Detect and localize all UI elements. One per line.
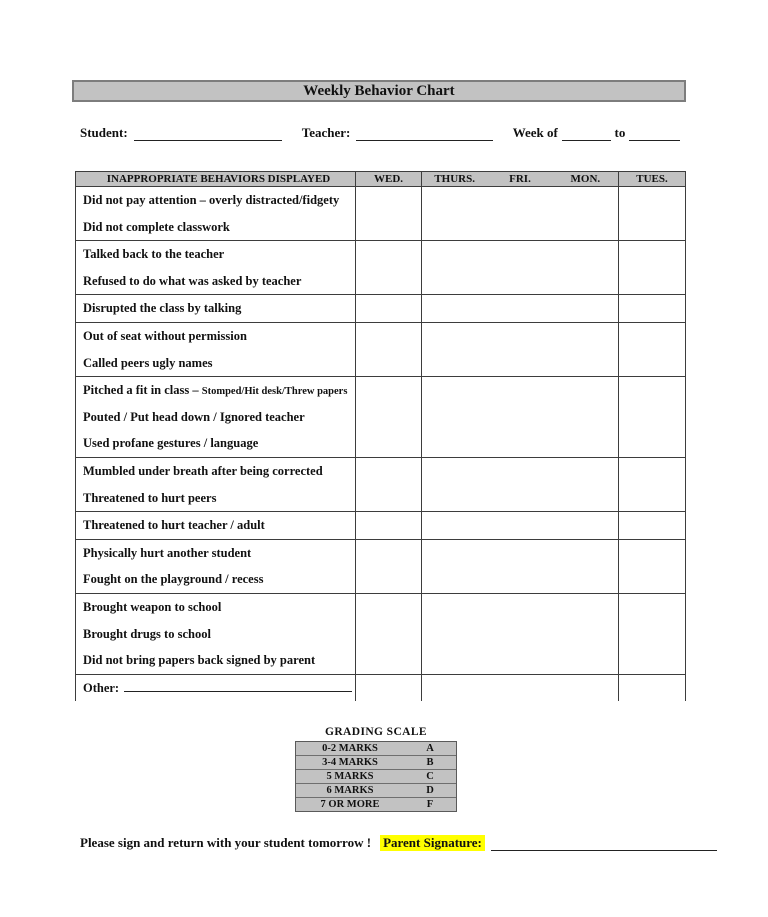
behavior-text: Did not complete classwork [83,219,230,234]
behavior-line [83,404,355,431]
mark-cell-thurs-fri-mon [422,540,619,593]
mark-cell-tues [619,295,686,322]
behavior-text: Mumbled under breath after being corrected [83,463,323,478]
behavior-text: Refused to do what was asked by teacher [83,273,302,288]
document-title-bar [72,80,686,102]
behavior-label-cell [76,594,356,674]
behavior-row [76,323,686,377]
behavior-text: Did not bring papers back signed by parent [83,653,316,668]
week-of-label: Week of [512,125,558,140]
behavior-row [76,458,686,512]
student-info-row [80,124,680,141]
week-start-blank-line [562,127,611,141]
mark-cell-wed [356,241,422,294]
student-label: Student: [80,125,128,140]
grading-row [296,770,456,784]
behavior-line [83,295,355,322]
behavior-line [83,214,355,241]
mark-cell-tues [619,512,686,539]
behavior-line [83,268,355,295]
day-column-header-fri: FRI. [509,173,531,185]
behavior-text: Brought weapon to school [83,599,222,614]
teacher-blank-line [356,127,492,141]
mark-cell-tues [619,241,686,294]
behavior-text: Used profane gestures / language [83,436,259,451]
grading-range: 3-4 MARKS [322,757,378,768]
behavior-line [83,241,355,268]
behavior-label-cell [76,295,356,322]
mark-cell-thurs-fri-mon [422,377,619,457]
mark-cell-wed [356,512,422,539]
mark-cell-wed [356,187,422,240]
mark-cell-tues [619,377,686,457]
mark-cell-tues [619,187,686,240]
week-end-blank-line [629,127,680,141]
behavior-row [76,187,686,241]
grading-range: 0-2 MARKS [322,743,378,754]
behavior-line [83,621,355,648]
mark-cell-wed [356,675,422,702]
behavior-table [75,171,686,701]
grading-range: 5 MARKS [326,771,374,782]
grading-row [296,784,456,798]
behavior-line [83,458,355,485]
grading-row [296,742,456,756]
mark-cell-thurs-fri-mon [422,295,619,322]
mark-cell-tues [619,323,686,376]
behavior-label-cell [76,540,356,593]
mark-cell-thurs-fri-mon [422,458,619,511]
student-blank-line [134,127,282,141]
mark-cell-thurs-fri-mon [422,187,619,240]
mark-cell-thurs-fri-mon [422,323,619,376]
other-blank-line [124,680,352,692]
behavior-label-cell [76,377,356,457]
behavior-text: Did not pay attention – overly distracted/fidgety [83,193,340,207]
parent-signature-label: Parent Signature: [380,835,485,851]
behavior-text: Pouted / Put head down / Ignored teacher [83,409,305,424]
to-label: to [614,125,626,140]
mark-cell-thurs-fri-mon [422,675,619,702]
behavior-row [76,512,686,540]
page-title: Weekly Behavior Chart [303,82,455,99]
behavior-label-cell [76,187,356,240]
behavior-text: Brought drugs to school [83,626,211,641]
behavior-line [83,430,355,457]
behavior-label-cell [76,675,356,702]
behavior-label-cell [76,323,356,376]
behavior-row [76,675,686,702]
mark-cell-tues [619,594,686,674]
day-column-header-group [422,172,619,186]
behavior-label-cell [76,458,356,511]
day-column-header-thurs: THURS. [434,173,475,185]
mark-cell-wed [356,540,422,593]
behavior-line [83,566,355,593]
teacher-label: Teacher: [301,125,351,140]
behavior-line [83,594,355,621]
behavior-line [83,540,355,567]
grading-row [296,798,456,811]
behavior-row [76,241,686,295]
grading-range: 6 MARKS [326,785,374,796]
behavior-text: Disrupted the class by talking [83,301,242,316]
mark-cell-tues [619,675,686,702]
behavior-text: Threatened to hurt teacher / adult [83,518,265,533]
behaviors-column-header: INAPPROPRIATE BEHAVIORS DISPLAYED [76,172,356,186]
grading-row [296,756,456,770]
behavior-line [83,187,355,214]
mark-cell-thurs-fri-mon [422,241,619,294]
mark-cell-wed [356,458,422,511]
mark-cell-tues [619,540,686,593]
grading-letter: F [426,799,434,810]
behavior-text: Out of seat without permission [83,328,247,343]
mark-cell-wed [356,295,422,322]
behavior-table-body [76,187,686,701]
grading-scale-title: GRADING SCALE [324,726,427,738]
behavior-text: Called peers ugly names [83,355,213,370]
mark-cell-thurs-fri-mon [422,594,619,674]
behavior-text: Pitched a fit in class – [83,383,202,398]
day-column-header-wed: WED. [356,172,422,186]
behavior-line [83,377,355,404]
behavior-line [83,647,355,674]
grading-scale-table [295,741,457,812]
behavior-row [76,540,686,594]
behavior-text: Physically hurt another student [83,545,252,560]
behavior-row [76,594,686,675]
mark-cell-wed [356,594,422,674]
mark-cell-tues [619,458,686,511]
behavior-text: Threatened to hurt peers [83,490,217,505]
behavior-line [83,512,355,539]
behavior-label-cell [76,241,356,294]
day-column-header-tues: TUES. [619,172,686,186]
grading-range: 7 OR MORE [320,799,380,810]
behavior-text-small: Stomped/Hit desk/Threw papers [201,386,348,398]
behavior-text: Fought on the playground / recess [83,572,264,587]
behavior-text: Talked back to the teacher [83,247,225,262]
behavior-line [83,675,355,702]
grading-letter: B [426,757,434,768]
grading-letter: C [426,771,434,782]
behavior-label-cell [76,512,356,539]
footer-row [80,835,717,851]
day-column-header-mon: MON. [570,173,601,185]
behavior-line [83,323,355,350]
behavior-table-header [76,172,686,187]
behavior-line [83,485,355,512]
behavior-row [76,377,686,458]
parent-signature-blank-line [491,837,717,851]
mark-cell-wed [356,377,422,457]
grading-letter: A [426,743,434,754]
behavior-text: Other: [83,680,120,695]
grading-letter: D [426,785,434,796]
mark-cell-thurs-fri-mon [422,512,619,539]
mark-cell-wed [356,323,422,376]
sign-and-return-instruction: Please sign and return with your student tomorrow ! [80,835,372,850]
behavior-line [83,350,355,377]
behavior-row [76,295,686,323]
